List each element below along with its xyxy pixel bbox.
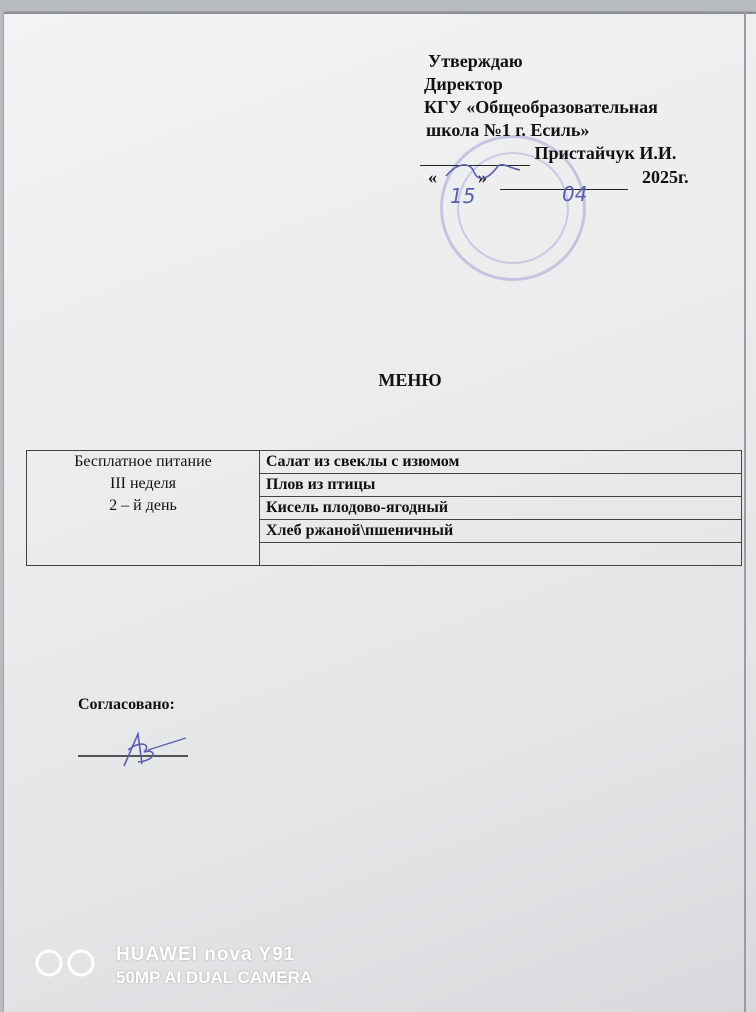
menu-item: Кисель плодово-ягодный: [260, 497, 742, 520]
sheet-top-edge: [4, 12, 756, 14]
date-year: 2025г.: [642, 167, 689, 187]
agreed-signature: [78, 728, 198, 772]
menu-table: [26, 450, 742, 566]
approval-line-school: школа №1 г. Есиль»: [426, 120, 590, 140]
approval-line-approve: Утверждаю: [428, 51, 523, 71]
category-line: III неделя: [109, 475, 177, 492]
table-row: [27, 451, 742, 474]
agreed-label: Согласовано:: [78, 696, 175, 713]
menu-item: Плов из птицы: [260, 474, 742, 497]
dual-camera-icon: [34, 946, 100, 980]
sheet-fold-line: [744, 12, 746, 1012]
menu-item: Хлеб ржаной\пшеничный: [260, 520, 742, 543]
date-open-quote: «: [428, 167, 437, 187]
approval-line-org: КГУ «Общеобразовательная: [424, 97, 658, 117]
menu-item: Салат из свеклы с изюмом: [260, 451, 742, 474]
page-title: МЕНЮ: [378, 370, 442, 390]
director-name: Пристайчук И.И.: [534, 143, 677, 163]
menu-category-cell: [27, 451, 260, 566]
approval-line-position: Директор: [424, 74, 503, 94]
menu-item-empty: [260, 543, 742, 566]
category-line: Бесплатное питание: [74, 453, 212, 470]
date-close-quote: »: [478, 167, 487, 187]
camera-spec-text: 50MP AI DUAL CAMERA: [116, 968, 313, 987]
date-day-handwritten: 15: [450, 184, 476, 208]
category-line: 2 – й день: [109, 497, 177, 514]
camera-brand-text: HUAWEI nova Y91: [116, 944, 296, 965]
date-month-handwritten: 04: [562, 182, 588, 206]
director-signature: [440, 158, 530, 186]
